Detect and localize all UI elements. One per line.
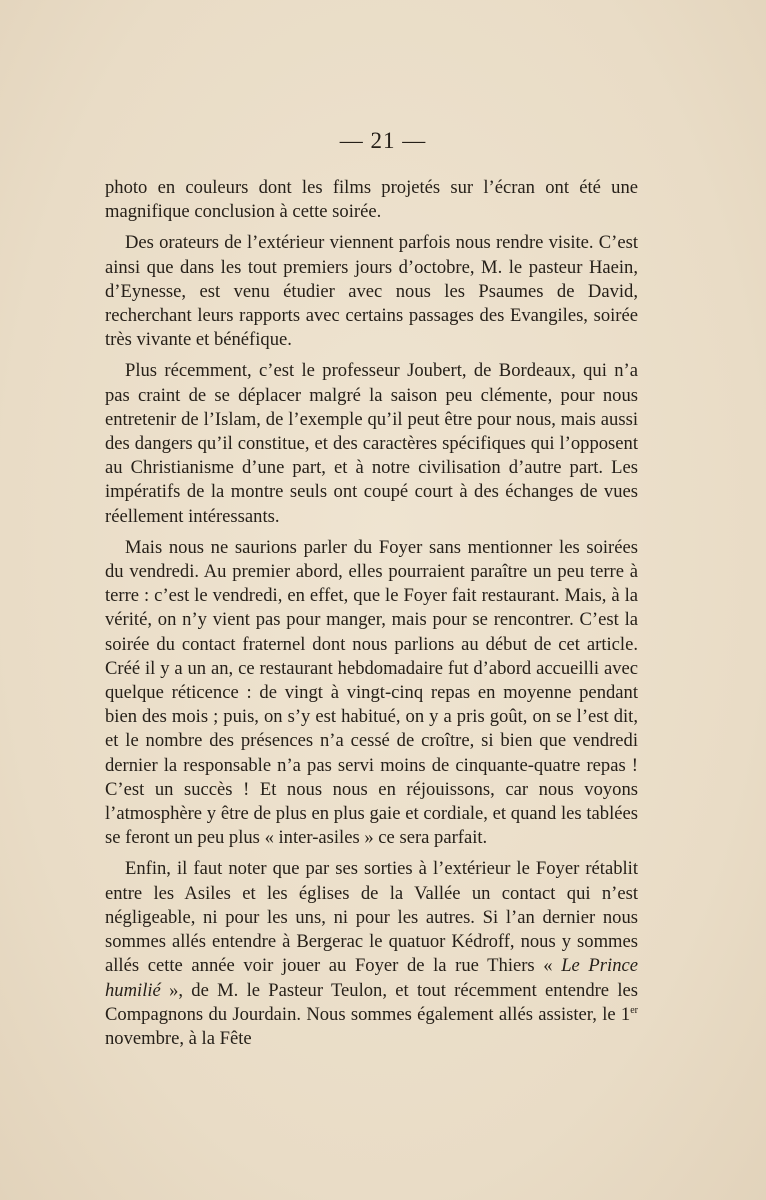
paragraph-4: Mais nous ne saurions parler du Foyer sans mentionner les soirées du vendredi. Au premier abord, elles pourraient paraître un peu terre à terre : c’est le vendredi, en effet, que le Foyer fait restaurant. Mais, à la vérité, on n’y vient pas pour manger, mais pour se rencontrer. C’est la soirée du contact fraternel dont nous parlions au début de cet article. Créé il y a un an, ce restaurant hebdomadaire fut d’abord accueilli avec quelque réticence : de vingt à vingt-cinq repas en moyenne pendant bien des mois ; puis, on s’y est habitué, on y a pris goût, on se l’est dit, et le nombre des présences n’a cessé de croître, si bien que vendredi dernier la responsable n’a pas servi moins de cinquante-quatre repas ! C’est un succès ! Et nous nous en réjouissons, car nous voyons l’atmosphère y être de plus en plus gaie et cordiale, et quand les tablées se feront un peu plus « inter-asiles » ce sera parfait.: [105, 536, 638, 849]
paragraph-3: Plus récemment, c’est le professeur Joubert, de Bordeaux, qui n’a pas craint de se déplacer malgré la saison peu clémente, pour nous entretenir de l’Islam, de l’exemple qu’il peut être pour nous, mais aussi des dangers qu’il constitue, et des caractères spécifiques qui l’opposent au Christianisme d’une part, et à notre civilisation d’autre part. Les impératifs de la montre seuls ont coupé court à des échanges de vues réellement intéressants.: [105, 360, 638, 527]
page-number: — 21 —: [339, 128, 427, 153]
paragraph-5-before: Enfin, il faut noter que par ses sorties à l’extérieur le Foyer rétablit entre les Asiles et les églises de la Vallée un contact qui n’est négligeable, ni pour les uns, ni pour les autres. Si l’an dernier nous sommes allés entendre à Bergerac le quatuor Kédroff, nous y sommes allés cette année voir jouer au Foyer de la rue Thiers «: [105, 858, 638, 977]
paragraph-5-middle: », de M. le Pasteur Teulon, et tout récemment entendre les Compagnons du Jourdain. Nous sommes également allés assister, le 1: [105, 979, 638, 1025]
paragraph-5-after: novembre, à la Fête: [105, 1027, 252, 1049]
paragraph-5: [105, 857, 638, 1051]
paragraph-1: photo en couleurs dont les films projetés sur l’écran ont été une magnifique conclusion à cette soirée.: [105, 177, 638, 223]
paragraph-2: Des orateurs de l’extérieur viennent parfois nous rendre visite. C’est ainsi que dans les tout premiers jours d’octobre, M. le pasteur Haein, d’Eynesse, est venu étudier avec nous les Psaumes de David, recherchant leurs rapports avec certains passages des Evangiles, soirée très vivante et bénéfique.: [105, 232, 638, 351]
body-text: [105, 176, 638, 1058]
ordinal-superscript: er: [630, 1004, 638, 1016]
play-title: Le Prince humilié: [105, 955, 638, 1001]
